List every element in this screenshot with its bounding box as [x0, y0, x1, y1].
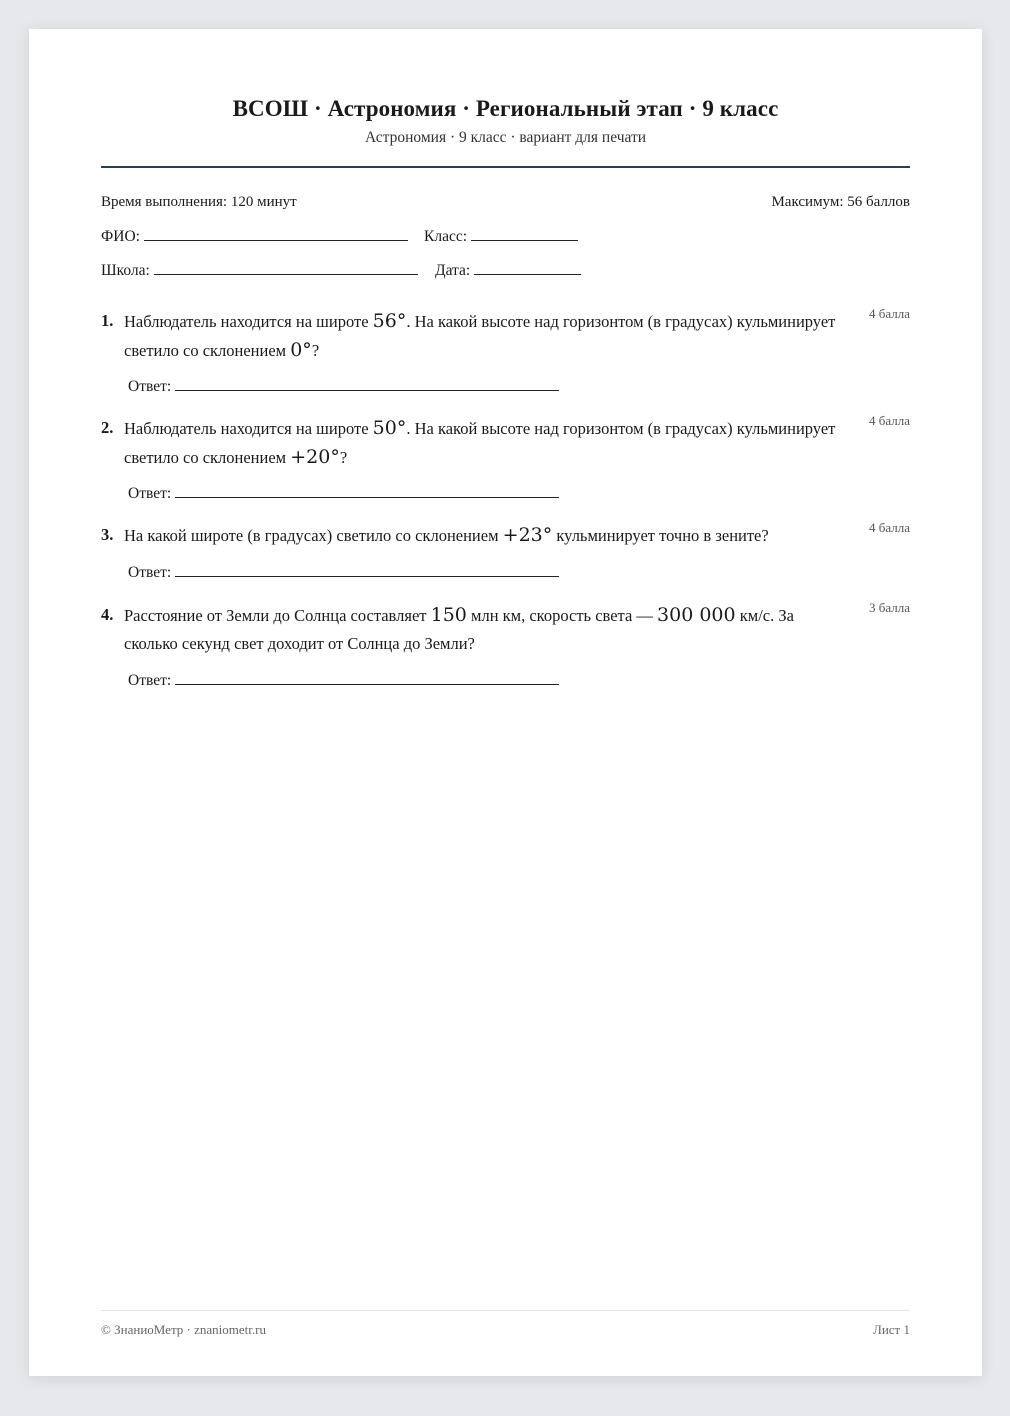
question-text	[124, 414, 844, 472]
math-value: 56°	[372, 310, 407, 332]
class-label: Класс:	[424, 228, 468, 245]
question-number: 1.	[101, 311, 114, 330]
footer-divider	[101, 1310, 910, 1311]
sheet-content	[101, 29, 910, 1376]
class-field[interactable]	[424, 226, 578, 246]
fio-label: ФИО:	[101, 228, 140, 245]
max-score: Максимум: 56 баллов	[771, 194, 910, 210]
school-field[interactable]	[101, 260, 418, 280]
question-text	[124, 307, 844, 365]
answer-line[interactable]	[175, 562, 559, 577]
footer-copyright: © ЗнаниоМетр · znaniometr.ru	[101, 1322, 266, 1337]
question-points: 4 балла	[869, 520, 910, 535]
question-number: 4.	[101, 605, 114, 624]
page-footer	[101, 1322, 910, 1338]
question-text	[124, 521, 844, 550]
page-number: Лист 1	[873, 1322, 910, 1337]
question-points: 3 балла	[869, 600, 910, 615]
text-part: Расстояние от Земли до Солнца составляет	[124, 606, 431, 625]
text-part: . На какой высоте над горизонтом (в градусах) кульминирует светило со склонением	[124, 312, 836, 360]
text-part: кульминирует точно в зените?	[552, 526, 769, 545]
question-points: 4 балла	[869, 306, 910, 321]
text-part: Наблюдатель находится на широте	[124, 312, 373, 331]
math-value: 150	[430, 604, 467, 626]
text-part: млн км, скорость света —	[466, 606, 658, 625]
math-value: +23°	[502, 524, 553, 546]
meta-row	[101, 193, 910, 211]
date-label: Дата:	[435, 262, 471, 279]
answer-label: Ответ:	[128, 378, 172, 395]
question-points: 4 балла	[869, 413, 910, 428]
text-part: ?	[311, 341, 320, 360]
answer-label: Ответ:	[128, 485, 172, 502]
document-sheet	[29, 29, 982, 1376]
document-header	[101, 95, 910, 147]
answer-line[interactable]	[175, 483, 559, 498]
answer-field[interactable]	[128, 376, 559, 396]
school-line[interactable]	[154, 260, 418, 275]
time-limit: Время выполнения: 120 минут	[101, 194, 297, 210]
answer-field[interactable]	[128, 670, 559, 690]
math-value: 300 000	[657, 604, 736, 626]
text-part: . На какой высоте над горизонтом (в градусах) кульминирует светило со склонением	[124, 419, 836, 467]
answer-line[interactable]	[175, 376, 559, 391]
fio-field[interactable]	[101, 226, 408, 246]
answer-label: Ответ:	[128, 672, 172, 689]
math-value: +20°	[290, 446, 340, 468]
answer-line[interactable]	[175, 670, 559, 685]
header-divider	[101, 166, 910, 168]
date-field[interactable]	[435, 260, 581, 280]
math-value: 0°	[290, 339, 312, 361]
class-line[interactable]	[471, 226, 578, 241]
text-part: На какой широте (в градусах) светило со склонением	[124, 526, 503, 545]
text-part: км/с. За сколько секунд свет доходит от Солнца до Земли?	[124, 606, 794, 653]
question-text	[124, 601, 844, 658]
answer-label: Ответ:	[128, 564, 172, 581]
answer-field[interactable]	[128, 483, 559, 503]
date-line[interactable]	[474, 260, 581, 275]
question-number: 2.	[101, 418, 114, 437]
math-value: 50°	[372, 417, 407, 439]
school-label: Школа:	[101, 262, 150, 279]
document-title: ВСОШ · Астрономия · Региональный этап · 9 класс	[232, 96, 779, 121]
answer-field[interactable]	[128, 562, 559, 582]
text-part: Наблюдатель находится на широте	[124, 419, 373, 438]
question-number: 3.	[101, 525, 114, 544]
fio-line[interactable]	[144, 226, 408, 241]
document-subtitle: Астрономия · 9 класс · вариант для печати	[364, 129, 647, 146]
text-part: ?	[339, 448, 348, 467]
